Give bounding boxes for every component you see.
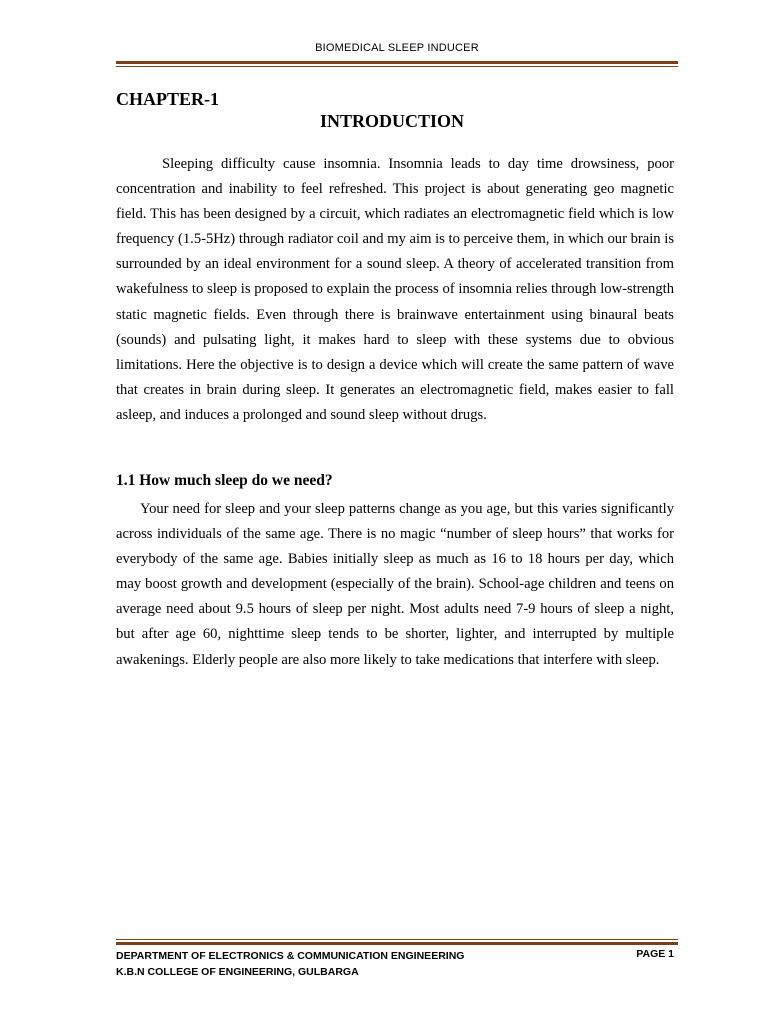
chapter-title: INTRODUCTION [319,111,465,131]
footer-college: K.B.N COLLEGE OF ENGINEERING, GULBARGA [116,966,359,978]
footer-rule-thin [116,939,678,940]
running-header: BIOMEDICAL SLEEP INDUCER [315,42,479,54]
section-paragraph: Your need for sleep and your sleep patterns change as you age, but this varies significantly across individuals of the same age. There is no magic “number of sleep hours” that works for everybody of the same age. Babies initially sleep as much as 16 to 18 hours per day, which may boost growth and development (especially of the brain). School-age children and teens on average need about 9.5 hours of sleep per night. Most adults need 7-9 hours of sleep a night, but after age 60, nighttime sleep tends to be shorter, lighter, and interrupted by multiple awakenings. Elderly people are also more likely to take medications that interfere with sleep. [116,501,674,668]
footer-institution [116,948,464,980]
intro-paragraph: Sleeping difficulty cause insomnia. Insomnia leads to day time drowsiness, poor concentration and inability to feel refreshed. This project is about generating geo magnetic field. This has been designed by a circuit, which radiates an electromagnetic field which is low frequency (1.5-5Hz) through radiator coil and my aim is to perceive them, in which our brain is surrounded by an ideal environment for a sound sleep. A theory of accelerated transition from wakefulness to sleep is proposed to explain the process of insomnia relies through low-strength static magnetic fields. Even through there is brainwave entertainment using binaural beats (sounds) and pulsating light, it makes hard to sleep with these systems due to obvious limitations. Here the objective is to design a device which will create the same pattern of wave that creates in brain during sleep. It generates an electromagnetic field, makes easier to fall asleep, and induces a prolonged and sound sleep without drugs. [116,156,674,423]
chapter-label: CHAPTER-1 [116,89,219,109]
section-heading: 1.1 How much sleep do we need? [116,472,333,489]
page-number: PAGE 1 [636,948,674,960]
header-rule-thin [116,66,678,67]
header-rule-thick [116,61,678,64]
footer-rule-thick [116,942,678,945]
footer-department: DEPARTMENT OF ELECTRONICS & COMMUNICATION ENGINEERING [116,950,465,962]
